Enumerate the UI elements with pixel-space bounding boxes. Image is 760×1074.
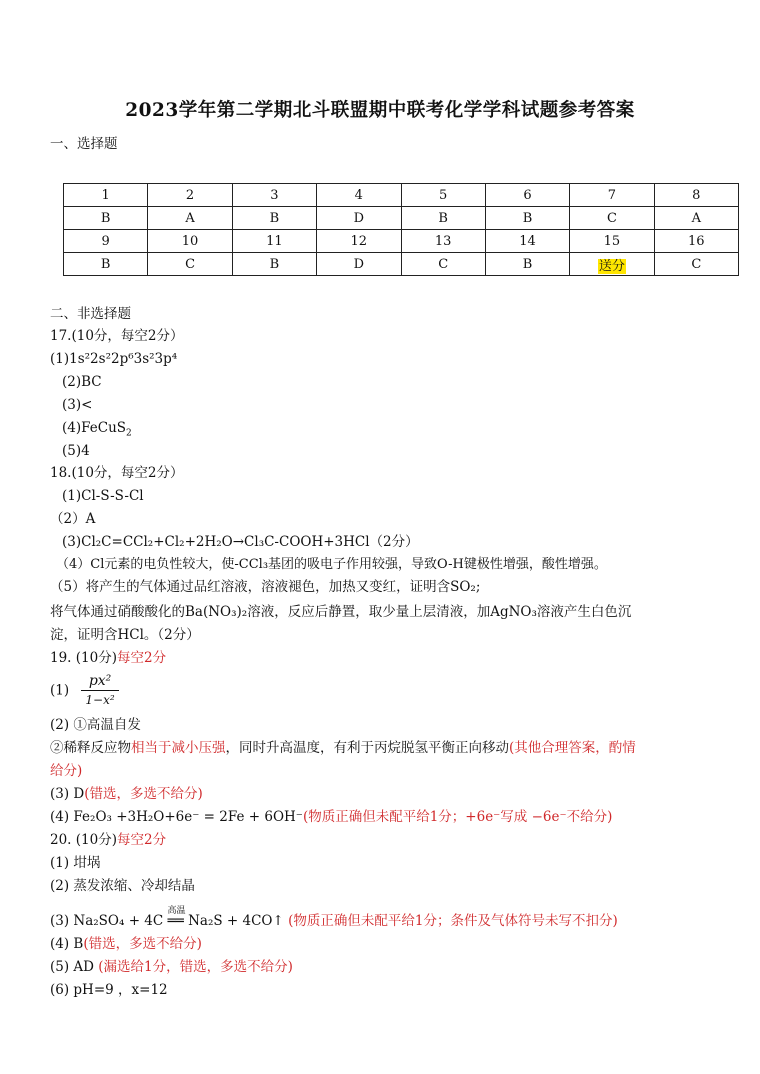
answer-table-cell xyxy=(485,184,569,207)
answer-table-row xyxy=(64,253,739,276)
q20-answer-4: (4) B(错选，多选不给分) xyxy=(50,936,202,952)
q19-answer-2: (2) ①高温自发 xyxy=(50,717,141,733)
answer-cell-text: 5 xyxy=(439,187,448,203)
answer-table-row xyxy=(64,184,739,207)
answer-table-cell xyxy=(401,230,485,253)
q20-answer-6: (6) pH=9 ，x=12 xyxy=(50,982,168,998)
answer-table-cell xyxy=(654,253,738,276)
reaction-condition: 高温 ══ xyxy=(167,906,186,929)
answer-table-cell xyxy=(317,207,401,230)
answer-table-cell xyxy=(148,253,232,276)
answer-table-cell xyxy=(148,207,232,230)
answer-cell-text: C xyxy=(691,256,702,272)
q19-heading: 19. (10分)每空2分 xyxy=(50,650,167,666)
answer-table-cell xyxy=(64,184,148,207)
answer-table-cell xyxy=(485,253,569,276)
q17-heading: 17.(10分，每空2分） xyxy=(50,328,184,344)
answer-cell-text: 3 xyxy=(270,187,279,203)
answer-cell-text: 1 xyxy=(101,187,110,203)
answer-cell-text: B xyxy=(269,210,280,226)
answer-table-cell xyxy=(570,207,654,230)
answer-table-cell xyxy=(148,184,232,207)
q17-answer-5: (5)4 xyxy=(62,443,90,459)
q18-answer-1: (1)Cl-S-S-Cl xyxy=(62,488,144,504)
q18-heading: 18.(10分，每空2分） xyxy=(50,465,184,481)
q17-answer-1: (1)1s²2s²2p⁶3s²3p⁴ xyxy=(50,351,178,367)
answer-cell-text: 6 xyxy=(523,187,532,203)
answer-table-cell xyxy=(232,184,316,207)
q20-answer-5: (5) AD (漏选给1分，错选，多选不给分) xyxy=(50,959,293,975)
answer-cell-text: 14 xyxy=(519,233,536,249)
answer-table-cell xyxy=(654,230,738,253)
q17-answer-2: (2)BC xyxy=(62,374,102,390)
answer-cell-text: B xyxy=(100,210,111,226)
answer-cell-text: D xyxy=(353,210,365,226)
q19-fraction: $\frac{\text{px²}}{\text{1−x²}}$ xyxy=(81,672,118,709)
answer-cell-text: 10 xyxy=(181,233,199,249)
section-heading-nonchoice: 二、非选择题 xyxy=(50,306,131,322)
answer-table-cell xyxy=(317,253,401,276)
answer-cell-text: 15 xyxy=(603,233,621,249)
answer-table-cell xyxy=(654,184,738,207)
answer-table-cell xyxy=(64,230,148,253)
q17-answer-3: (3)< xyxy=(62,397,93,413)
answer-table-cell xyxy=(317,184,401,207)
answer-table-cell xyxy=(232,230,316,253)
q18-answer-5: （5）将产生的气体通过品红溶液，溶液褪色，加热又变红，证明含SO₂; xyxy=(50,579,481,595)
q18-answer-2: （2）A xyxy=(50,511,96,527)
answer-table-cell xyxy=(401,253,485,276)
answer-table-cell xyxy=(570,230,654,253)
answer-cell-text: B xyxy=(100,256,111,272)
answer-cell-text: A xyxy=(691,210,701,226)
answer-table-cell xyxy=(654,207,738,230)
answer-cell-text: 2 xyxy=(185,187,195,203)
answer-cell-text: 16 xyxy=(688,233,705,249)
q19-answer-4: (4) Fe₂O₃ +3H₂O+6e⁻ = 2Fe + 6OH⁻(物质正确但未配平给1分；+6e⁻写成 −6e⁻不给分) xyxy=(50,809,613,825)
q20-answer-3: (3) Na₂SO₄ + 4C 高温 ══ Na₂S + 4CO↑ (物质正确但未配平给1分；条件及气体符号未写不扣分) xyxy=(50,906,618,929)
answer-table xyxy=(63,183,739,276)
answer-cell-text: A xyxy=(185,210,195,226)
answer-table-cell xyxy=(64,253,148,276)
answer-table-cell xyxy=(232,253,316,276)
answer-cell-text: 8 xyxy=(692,187,701,203)
answer-cell-text: C xyxy=(438,256,449,272)
q17-answer-4: (4)FeCuS$_2$ xyxy=(62,420,132,439)
answer-table-cell xyxy=(401,207,485,230)
answer-cell-text: 送分 xyxy=(598,258,625,274)
answer-cell-text: B xyxy=(438,210,448,226)
answer-table-cell xyxy=(485,230,569,253)
answer-table-cell xyxy=(232,207,316,230)
answer-cell-text: B xyxy=(522,256,533,272)
q20-answer-2: (2) 蒸发浓缩、冷却结晶 xyxy=(50,878,195,894)
answer-cell-text: 7 xyxy=(607,187,617,203)
answer-table-cell xyxy=(485,207,569,230)
answer-cell-text: 12 xyxy=(350,233,368,249)
q18-answer-5-end: 淀，证明含HCl。（2分） xyxy=(50,627,200,643)
answer-cell-text: D xyxy=(353,256,365,272)
answer-table-cell xyxy=(317,230,401,253)
answer-table-row xyxy=(64,230,739,253)
answer-cell-text: C xyxy=(606,210,617,226)
q20-heading: 20. (10分)每空2分 xyxy=(50,832,167,848)
q19-answer-3: (3) D(错选，多选不给分) xyxy=(50,786,203,802)
answer-table-cell xyxy=(148,230,232,253)
answer-table-row xyxy=(64,207,739,230)
q18-answer-4: （4）Cl元素的电负性较大，使-CCl₃基团的吸电子作用较强，导致O-H键极性增强，酸性增强。 xyxy=(56,557,607,572)
answer-table-cell xyxy=(64,207,148,230)
section-heading-choice: 一、选择题 xyxy=(50,136,118,152)
answer-cell-text: 4 xyxy=(354,187,363,203)
q20-answer-1: (1) 坩埚 xyxy=(50,855,101,871)
q18-answer-5-cont: 将气体通过硝酸酸化的Ba(NO₃)₂溶液，反应后静置，取少量上层清液，加AgNO₃溶液产生白色沉 xyxy=(50,604,632,620)
answer-cell-text: 13 xyxy=(434,233,452,249)
q19-answer-1: (1) $\frac{\text{px²}}{\text{1−x²}}$ xyxy=(50,672,119,709)
answer-cell-text: C xyxy=(185,256,196,272)
answer-cell-text: 11 xyxy=(266,233,283,249)
answer-cell-text: B xyxy=(269,256,280,272)
page-title: 2023学年第二学期北斗联盟期中联考化学学科试题参考答案 xyxy=(125,100,635,121)
q19-answer-2b: ②稀释反应物相当于减小压强，同时升高温度，有利于丙烷脱氢平衡正向移动(其他合理答案，酌情 xyxy=(50,740,636,756)
q18-answer-3: (3)Cl₂C=CCl₂+Cl₂+2H₂O→Cl₃C-COOH+3HCl（2分） xyxy=(62,534,419,550)
answer-table-cell xyxy=(570,184,654,207)
answer-cell-text: 9 xyxy=(101,233,110,249)
answer-table-cell xyxy=(401,184,485,207)
answer-table-cell xyxy=(570,253,654,276)
q19-answer-2b-note: 给分) xyxy=(50,763,83,779)
answer-cell-text: B xyxy=(522,210,533,226)
